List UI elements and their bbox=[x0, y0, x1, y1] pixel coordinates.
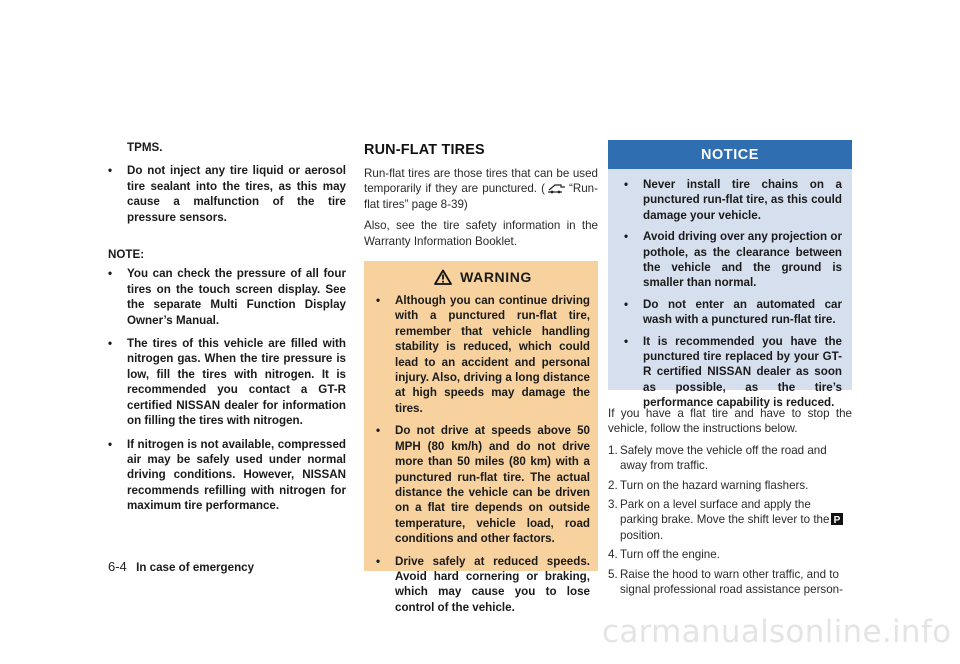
reference-arrow-icon bbox=[547, 183, 567, 194]
watermark: carmanualsonline.info bbox=[602, 614, 952, 650]
bullet-do-not-inject bbox=[108, 163, 346, 225]
reference-text: “Run-flat tires” page 8-39) bbox=[364, 182, 598, 211]
warning-box bbox=[364, 261, 598, 614]
warranty-paragraph: Also, see the tire safety information in the Warranty Information Booklet. bbox=[364, 219, 598, 248]
notice-title bbox=[608, 140, 852, 169]
instructions-intro: If you have a flat tire and have to stop the vehicle, follow the instructions below. bbox=[608, 407, 852, 436]
bullet-dot: • bbox=[624, 178, 629, 191]
step-number: 4. bbox=[608, 548, 618, 562]
notice-label: NOTICE bbox=[701, 146, 759, 163]
step-number: 2. bbox=[608, 478, 618, 492]
notice-item-text: Avoid driving over any projection or pothole, as the clearance between the vehicle and the ground is smaller than normal. bbox=[643, 230, 842, 290]
notice-item bbox=[624, 229, 842, 291]
notice-item-text: It is recommended you have the punctured tire replaced by your GT-R certified NISSAN dealer as soon as possible, as the tire’s performance capability is reduced. bbox=[643, 334, 842, 410]
step-number: 5. bbox=[608, 567, 618, 581]
step-text: Safely move the vehicle off the road and away from traffic. bbox=[620, 443, 827, 473]
note-label: NOTE: bbox=[108, 248, 145, 262]
note-item bbox=[108, 266, 346, 328]
bullet-text: Do not inject any tire liquid or aerosol tire sealant into the tires, as this may cause a malfunction of the tire pressure sensors. bbox=[127, 164, 346, 224]
step-text: Park on a level surface and apply the parking brake. Move the shift lever to the bbox=[620, 498, 830, 527]
bullet-dot: • bbox=[108, 437, 113, 451]
warning-triangle-icon bbox=[434, 269, 452, 285]
warning-item bbox=[376, 423, 590, 546]
note-item bbox=[108, 437, 346, 514]
note-item-text: You can check the pressure of all four tires on the touch screen display. See the separate Multi Function Display Owner’s Manual. bbox=[127, 267, 346, 327]
bullet-dot: • bbox=[376, 294, 381, 308]
tpms-continuation: TPMS. bbox=[127, 141, 163, 154]
note-item-text: The tires of this vehicle are filled with nitrogen gas. When the tire pressure is low, fill the tires with nitrogen. It is recommended you contact a GT-R certified NISSAN dealer for information on filling the tires with nitrogen. bbox=[127, 337, 346, 428]
notice-item bbox=[624, 177, 842, 223]
warning-item-text: Do not drive at speeds above 50 MPH (80 km/h) and do not drive more than 50 miles (80 km) with a punctured run-flat tire. The actual distance the vehicle can be driven on a flat tire depends on outside temperature, vehicle load, road conditions and other factors. bbox=[395, 424, 590, 546]
middle-column bbox=[364, 140, 598, 614]
notice-box bbox=[608, 140, 852, 410]
notice-item-text: Do not enter an automated car wash with a punctured run-flat tire. bbox=[643, 297, 842, 327]
warning-label: WARNING bbox=[460, 269, 532, 286]
left-column bbox=[108, 140, 346, 522]
section-name: In case of emergency bbox=[136, 561, 255, 574]
bullet-dot: • bbox=[624, 297, 629, 311]
bullet-dot: • bbox=[624, 334, 629, 348]
warning-item-text: Although you can continue driving with a punctured run-flat tire, remember that vehicle handling stability is reduced, which could lead to an accident and personal injury. Also, driving a long distance at high speeds may damage the tires. bbox=[395, 294, 590, 415]
note-item-text: If nitrogen is not available, compressed air may be safely used under normal driving conditions. However, NISSAN recommends refilling with nitrogen for maximum tire performance. bbox=[127, 437, 346, 513]
bullet-dot: • bbox=[376, 424, 381, 438]
note-item bbox=[108, 336, 346, 428]
notice-item bbox=[624, 297, 842, 328]
bullet-dot: • bbox=[108, 337, 113, 351]
right-column bbox=[608, 140, 852, 601]
step-text: Turn on the hazard warning flashers. bbox=[620, 478, 809, 492]
instruction-step bbox=[608, 497, 852, 543]
flat-tire-instructions bbox=[608, 406, 852, 597]
park-position-icon bbox=[831, 513, 843, 525]
step-number: 3. bbox=[608, 498, 618, 512]
notice-item-text: Never install tire chains on a punctured run-flat tire, as this could damage your vehicle. bbox=[643, 178, 842, 222]
park-letter: P bbox=[834, 515, 841, 526]
step-text-wrap bbox=[620, 497, 852, 543]
step-text: Raise the hood to warn other traffic, and to signal professional road assistance person- bbox=[620, 567, 843, 597]
bullet-dot: • bbox=[624, 230, 629, 244]
page-number: 6-4 bbox=[108, 559, 127, 574]
instruction-step bbox=[608, 547, 852, 562]
bullet-dot: • bbox=[108, 267, 113, 281]
instruction-step bbox=[608, 567, 852, 598]
notice-item bbox=[624, 334, 842, 411]
warning-title bbox=[376, 261, 590, 293]
instruction-step bbox=[608, 443, 852, 474]
notice-items bbox=[608, 169, 852, 411]
warning-item-text: Drive safely at reduced speeds. Avoid hard cornering or braking, which may cause you to lose control of the vehicle. bbox=[395, 554, 590, 614]
intro-text: Run-flat tires are those tires that can be used temporarily if they are punctured. ( bbox=[364, 167, 598, 196]
step-text: Turn off the engine. bbox=[620, 548, 720, 562]
warning-item bbox=[376, 293, 590, 416]
step-number: 1. bbox=[608, 443, 618, 457]
step-text-tail: position. bbox=[620, 528, 664, 542]
instruction-step bbox=[608, 478, 852, 493]
bullet-dot: • bbox=[376, 554, 381, 568]
warning-item bbox=[376, 554, 590, 616]
section-heading: RUN-FLAT TIRES bbox=[364, 142, 485, 158]
runflat-intro-paragraph bbox=[364, 166, 598, 212]
bullet-dot: • bbox=[108, 164, 113, 178]
page-footer bbox=[108, 559, 254, 574]
